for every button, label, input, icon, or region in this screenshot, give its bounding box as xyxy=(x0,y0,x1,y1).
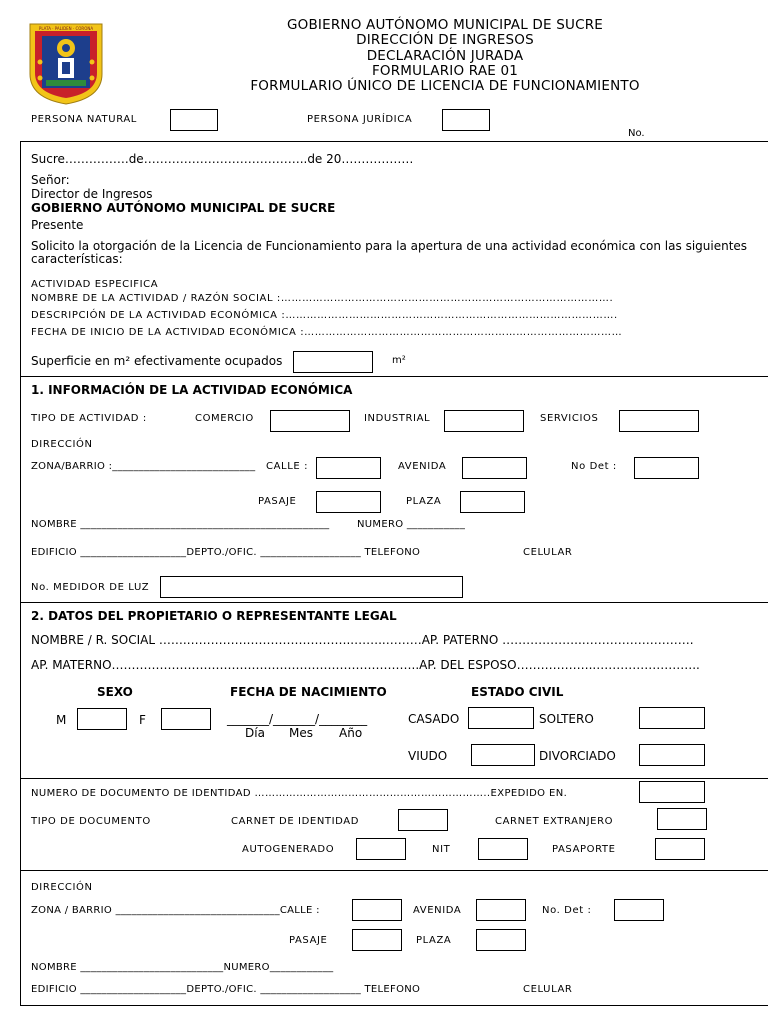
header-line-1: GOBIERNO AUTÓNOMO MUNICIPAL DE SUCRE xyxy=(286,17,604,33)
m2-unit: m² xyxy=(392,355,406,366)
ap-materno-esposo-line: AP. MATERNO…………………………………………………………………..AP. DEL ESPOSO………………..…………………….. xyxy=(31,658,700,672)
pasaje-field[interactable] xyxy=(316,491,381,513)
pasaje-label: PASAJE xyxy=(258,496,297,507)
municipal-coat-of-arms-logo xyxy=(28,22,104,106)
sexo-f-label: F xyxy=(139,713,146,727)
pasaporte-checkbox[interactable] xyxy=(655,838,705,860)
pasaporte-label: PASAPORTE xyxy=(552,844,616,855)
header-line-2: DIRECCIÓN DE INGRESOS xyxy=(356,32,534,48)
edificio-2-line: EDIFICIO ____________________DEPTO./OFIC. ___________________ TELEFONO xyxy=(31,984,421,995)
calle-2-field[interactable] xyxy=(352,899,402,921)
persona-natural-label: PERSONA NATURAL xyxy=(31,114,137,125)
persona-natural-checkbox[interactable] xyxy=(170,109,218,131)
direccion-label: DIRECCIÓN xyxy=(31,439,93,450)
section-2-title: 2. DATOS DEL PROPIETARIO O REPRESENTANTE LEGAL xyxy=(31,609,397,623)
industrial-checkbox[interactable] xyxy=(444,410,524,432)
no-det-field[interactable] xyxy=(634,457,699,479)
avenida-field[interactable] xyxy=(462,457,527,479)
anio-label: Año xyxy=(339,726,363,740)
soltero-checkbox[interactable] xyxy=(639,707,705,729)
logo-text: PLATA · PALIDEN · CORONA xyxy=(38,26,94,31)
carnet-extranjero-label: CARNET EXTRANJERO xyxy=(495,816,614,827)
zona-barrio-2-line: ZONA / BARRIO _______________________________CALLE : xyxy=(31,905,320,916)
sexo-f-checkbox[interactable] xyxy=(161,708,211,730)
no-det-2-field[interactable] xyxy=(614,899,664,921)
carnet-extranjero-checkbox[interactable] xyxy=(657,808,707,830)
industrial-label: INDUSTRIAL xyxy=(364,413,431,424)
servicios-label: SERVICIOS xyxy=(540,413,599,424)
nombre-line: NOMBRE _______________________________________________ xyxy=(31,519,330,530)
fecha-nacimiento-blanks[interactable]: _______/_______/________ xyxy=(227,712,368,726)
header-line-5: FORMULARIO ÚNICO DE LICENCIA DE FUNCIONAMIENTO xyxy=(250,78,640,94)
soltero-label: SOLTERO xyxy=(539,712,594,726)
autogenerado-label: AUTOGENERADO xyxy=(242,844,335,855)
actividad-especifica-label: ACTIVIDAD ESPECIFICA xyxy=(31,279,159,290)
sexo-heading: SEXO xyxy=(97,685,133,699)
nit-checkbox[interactable] xyxy=(478,838,528,860)
comercio-checkbox[interactable] xyxy=(270,410,350,432)
header-line-3: DECLARACIÓN JURADA xyxy=(366,48,524,64)
header-line-4: FORMULARIO RAE 01 xyxy=(371,63,519,79)
tipo-actividad-label: TIPO DE ACTIVIDAD : xyxy=(31,413,147,424)
no-det-label: No Det : xyxy=(571,461,617,472)
persona-juridica-checkbox[interactable] xyxy=(442,109,490,131)
plaza-label: PLAZA xyxy=(406,496,442,507)
calle-field[interactable] xyxy=(316,457,381,479)
superficie-field[interactable] xyxy=(293,351,373,373)
dia-label: Día xyxy=(245,726,265,740)
celular-label: CELULAR xyxy=(523,547,573,558)
zona-barrio-line: ZONA/BARRIO :___________________________ xyxy=(31,461,256,472)
nit-label: NIT xyxy=(432,844,451,855)
gobierno-label: GOBIERNO AUTÓNOMO MUNICIPAL DE SUCRE xyxy=(31,201,336,215)
numero-line: NUMERO ___________ xyxy=(357,519,466,530)
carnet-identidad-label: CARNET DE IDENTIDAD xyxy=(231,816,360,827)
tipo-documento-label: TIPO DE DOCUMENTO xyxy=(31,816,151,827)
casado-checkbox[interactable] xyxy=(468,707,534,729)
sexo-m-checkbox[interactable] xyxy=(77,708,127,730)
direccion-2-label: DIRECCIÓN xyxy=(31,882,93,893)
avenida-2-field[interactable] xyxy=(476,899,526,921)
expedido-en-field[interactable] xyxy=(639,781,705,803)
nombre-ap-paterno-line: NOMBRE / R. SOCIAL …….…………….……………………..……..………AP. PATERNO ………………..………………………. xyxy=(31,633,694,647)
sexo-m-label: M xyxy=(56,713,67,727)
divorciado-label: DIVORCIADO xyxy=(539,749,616,763)
numero-documento-line: NUMERO DE DOCUMENTO DE IDENTIDAD …………………………………………………………..EXPEDIDO EN. xyxy=(31,788,568,799)
servicios-checkbox[interactable] xyxy=(619,410,699,432)
divorciado-checkbox[interactable] xyxy=(639,744,705,766)
date-line: Sucre…………….de…………………………………..de 20……………… xyxy=(31,152,414,166)
descripcion-actividad-line: DESCRIPCIÓN DE LA ACTIVIDAD ECONÓMICA :…………………………………………………………………………………. xyxy=(31,310,618,321)
director-label: Director de Ingresos xyxy=(31,187,153,201)
casado-label: CASADO xyxy=(408,712,460,726)
viudo-label: VIUDO xyxy=(408,749,448,763)
medidor-luz-label: No. MEDIDOR DE LUZ xyxy=(31,582,150,593)
persona-juridica-label: PERSONA JURÍDICA xyxy=(307,114,413,125)
pasaje-2-label: PASAJE xyxy=(289,935,328,946)
avenida-label: AVENIDA xyxy=(398,461,447,472)
comercio-label: COMERCIO xyxy=(195,413,254,424)
letter-body-line-1: Solicito la otorgación de la Licencia de Funcionamiento para la apertura de una actividad económica con las siguientes xyxy=(31,239,748,253)
carnet-identidad-checkbox[interactable] xyxy=(398,809,448,831)
no-det-2-label: No. Det : xyxy=(542,905,592,916)
plaza-field[interactable] xyxy=(460,491,525,513)
nombre-numero-2-line: NOMBRE ___________________________NUMERO____________ xyxy=(31,962,334,973)
plaza-2-field[interactable] xyxy=(476,929,526,951)
autogenerado-checkbox[interactable] xyxy=(356,838,406,860)
celular-2-label: CELULAR xyxy=(523,984,573,995)
mes-label: Mes xyxy=(289,726,313,740)
fecha-nacimiento-heading: FECHA DE NACIMIENTO xyxy=(230,685,387,699)
presente-label: Presente xyxy=(31,218,84,232)
section-1-title: 1. INFORMACIÓN DE LA ACTIVIDAD ECONÓMICA xyxy=(31,383,353,397)
form-number-label: No. xyxy=(628,128,645,139)
edificio-line: EDIFICIO ____________________DEPTO./OFIC. ___________________ TELEFONO xyxy=(31,547,421,558)
estado-civil-heading: ESTADO CIVIL xyxy=(471,685,564,699)
calle-label: CALLE : xyxy=(266,461,309,472)
letter-body-line-2: características: xyxy=(31,252,123,266)
nombre-actividad-line: NOMBRE DE LA ACTIVIDAD / RAZÓN SOCIAL :…………………………………………………………………………………. xyxy=(31,293,614,304)
pasaje-2-field[interactable] xyxy=(352,929,402,951)
fecha-inicio-line: FECHA DE INICIO DE LA ACTIVIDAD ECONÓMICA :……………………………………………………………………………… xyxy=(31,327,623,338)
medidor-luz-field[interactable] xyxy=(160,576,463,598)
plaza-2-label: PLAZA xyxy=(416,935,452,946)
superficie-label: Superficie en m² efectivamente ocupados xyxy=(31,354,283,368)
senor-label: Señor: xyxy=(31,173,70,187)
avenida-2-label: AVENIDA xyxy=(413,905,462,916)
viudo-checkbox[interactable] xyxy=(471,744,535,766)
letter-section xyxy=(20,141,768,377)
